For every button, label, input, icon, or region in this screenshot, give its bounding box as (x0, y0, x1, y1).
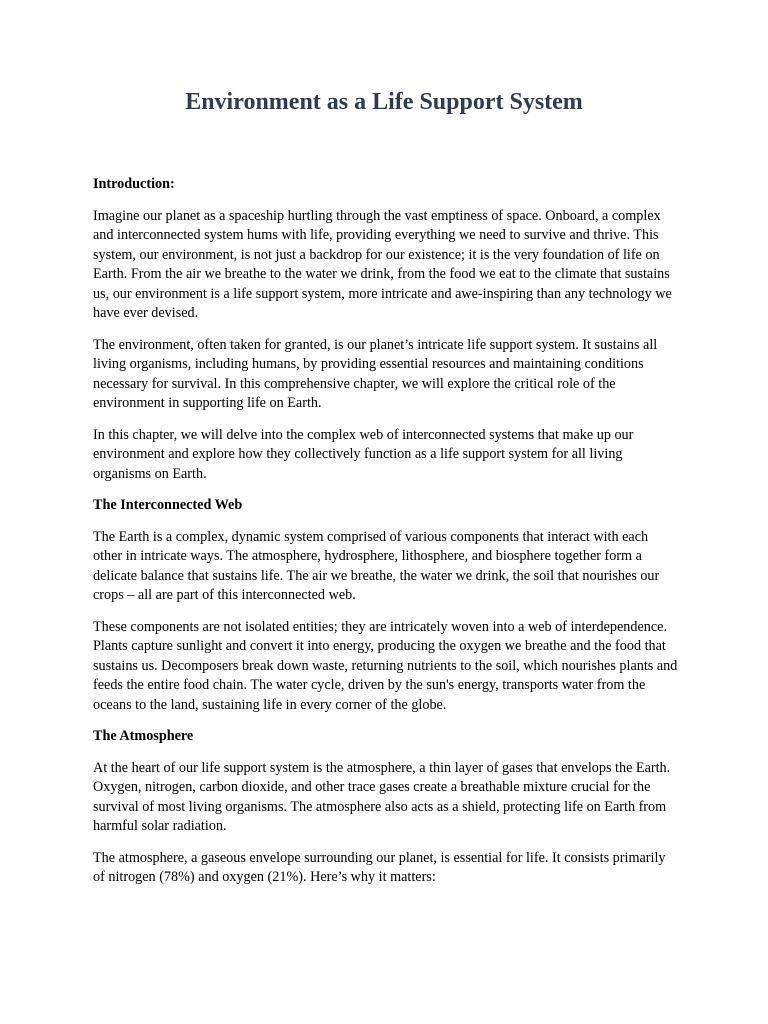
section-heading: The Atmosphere (93, 728, 194, 744)
document-title: Environment as a Life Support System (185, 89, 583, 115)
section-heading: The Interconnected Web (93, 497, 243, 513)
paragraph: Imagine our planet as a spaceship hurtling through the vast emptiness of space. Onboard, a complex and interconnected system hums with life, providing everything we need to survive and thrive. This system, our environment, is not just a backdrop for our existence; it is the very foundation of life on Earth. From the air we breathe to the water we drink, from the food we eat to the climate that sustains us, our environment is a life support system, more intricate and awe-inspiring than any technology we have ever devised. (93, 207, 672, 321)
paragraph: The Earth is a complex, dynamic system comprised of various components that interact with each other in intricate ways. The atmosphere, hydrosphere, lithosphere, and biosphere together form a delicate balance that sustains life. The air we breathe, the water we drink, the soil that nourishes our crops – all are part of this interconnected web. (93, 528, 660, 603)
section-introduction (93, 175, 680, 484)
paragraph: These components are not isolated entities; they are intricately woven into a web of interdependence. Plants capture sunlight and convert it into energy, producing the oxygen we breathe and the food that sustains us. Decomposers break down waste, returning nutrients to the soil, which nourishes plants and feeds the entire food chain. The water cycle, driven by the sun's energy, transports water from the oceans to the land, sustaining life in every corner of the globe. (93, 618, 678, 713)
paragraph: The atmosphere, a gaseous envelope surrounding our planet, is essential for life. It consists primarily of nitrogen (78%) and oxygen (21%). Here’s why it matters: (93, 849, 666, 885)
section-heading: Introduction: (93, 176, 175, 192)
paragraph: In this chapter, we will delve into the complex web of interconnected systems that make up our environment and explore how they collectively function as a life support system for all living organisms on Earth. (93, 426, 634, 482)
paragraph: At the heart of our life support system is the atmosphere, a thin layer of gases that envelops the Earth. Oxygen, nitrogen, carbon dioxide, and other trace gases create a breathable mixture crucial for the survival of most living organisms. The atmosphere also acts as a shield, protecting life on Earth from harmful solar radiation. (93, 759, 671, 834)
section-interconnected-web (93, 496, 680, 715)
document-body (93, 175, 680, 900)
section-atmosphere (93, 727, 680, 888)
paragraph: The environment, often taken for granted, is our planet’s intricate life support system. It sustains all living organisms, including humans, by providing essential resources and maintaining conditions necessary for survival. In this comprehensive chapter, we will explore the critical role of the environment in supporting life on Earth. (93, 336, 658, 411)
